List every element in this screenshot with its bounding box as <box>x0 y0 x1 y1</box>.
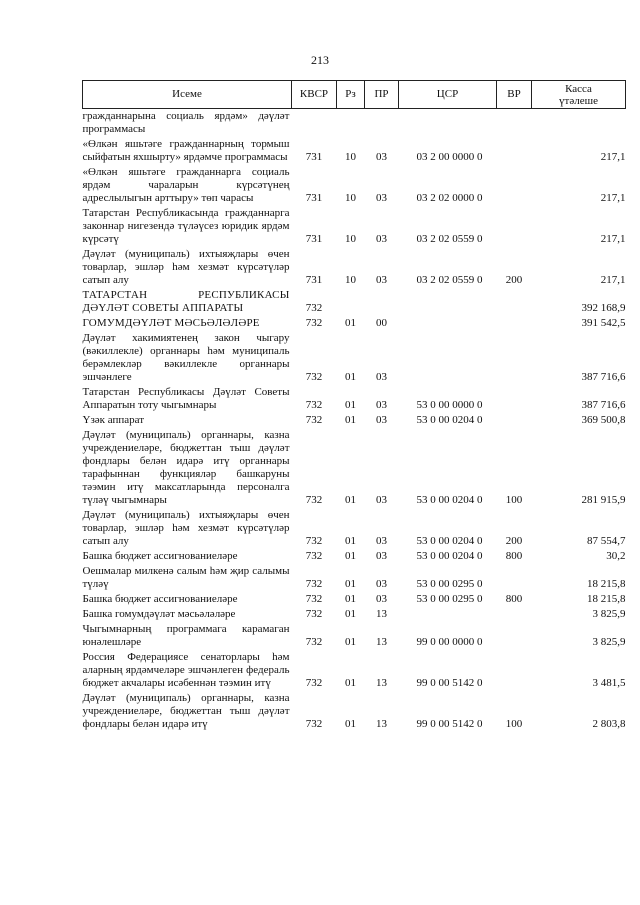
cell-kvsr <box>292 109 337 138</box>
cell-name: Башка бюджет ассигнованиеләре <box>82 550 238 562</box>
cell-csr <box>399 316 497 331</box>
cell-rz: 01 <box>345 593 356 605</box>
cell-pr: 13 <box>376 718 387 730</box>
header-kassa <box>532 81 626 109</box>
cell-csr: 03 2 00 0000 0 <box>416 151 483 163</box>
table-row <box>83 109 626 138</box>
cell-csr: 03 2 02 0559 0 <box>416 233 483 245</box>
cell-kvsr: 731 <box>305 274 323 286</box>
cell-pr: 13 <box>376 677 387 689</box>
table-row <box>83 316 626 331</box>
cell-rz: 01 <box>345 494 356 506</box>
cell-kassa: 387 716,6 <box>581 371 626 383</box>
cell-kassa: 391 542,5 <box>581 317 626 329</box>
cell-kassa: 30,2 <box>606 550 626 562</box>
cell-pr: 03 <box>376 371 387 383</box>
cell-pr <box>365 288 399 316</box>
cell-kassa <box>532 109 626 138</box>
cell-vr <box>497 137 532 165</box>
cell-vr <box>497 331 532 385</box>
cell-name: Татарстан Республикасында гражданнарга законнар нигезендә түләүсез юридик ярдәм күрсәтү <box>82 207 290 245</box>
cell-name: Чыгымнарның программага карамаган юнәлешләре <box>82 623 290 648</box>
cell-kvsr: 731 <box>305 192 323 204</box>
cell-name: Дәүләт (муниципаль) органнары, казна учреждениеләре, бюджеттан тыш дәүләт фондлары белән идарә итү <box>82 692 290 730</box>
table-row <box>83 650 626 691</box>
cell-csr: 03 2 02 0559 0 <box>416 274 483 286</box>
cell-csr <box>399 288 497 316</box>
cell-vr <box>497 109 532 138</box>
cell-vr <box>497 288 532 316</box>
table-row <box>83 607 626 622</box>
cell-kassa: 18 215,8 <box>587 593 626 605</box>
cell-rz: 01 <box>345 578 356 590</box>
cell-kvsr: 732 <box>305 636 323 648</box>
cell-rz <box>337 109 365 138</box>
header-vr: ВР <box>497 81 532 109</box>
cell-rz: 01 <box>345 399 356 411</box>
cell-pr: 03 <box>376 550 387 562</box>
cell-csr: 03 2 02 0000 0 <box>416 192 483 204</box>
header-csr: ЦСР <box>399 81 497 109</box>
cell-vr <box>497 650 532 691</box>
cell-kassa: 18 215,8 <box>587 578 626 590</box>
table-row <box>83 622 626 650</box>
table-header <box>83 81 626 109</box>
header-pr: ПР <box>365 81 399 109</box>
cell-csr: 99 0 00 0000 0 <box>416 636 483 648</box>
cell-kvsr: 732 <box>305 302 323 314</box>
cell-vr <box>497 316 532 331</box>
cell-kassa: 3 825,9 <box>592 608 626 620</box>
header-kassa-line1: Касса <box>565 82 592 95</box>
cell-pr: 13 <box>376 608 387 620</box>
cell-pr: 03 <box>376 233 387 245</box>
cell-pr: 03 <box>376 274 387 286</box>
cell-vr <box>497 413 532 428</box>
table-row <box>83 165 626 206</box>
cell-kassa: 281 915,9 <box>581 494 626 506</box>
cell-pr: 03 <box>376 535 387 547</box>
table-row <box>83 331 626 385</box>
cell-kassa: 392 168,9 <box>581 302 626 314</box>
cell-kvsr: 732 <box>305 677 323 689</box>
cell-vr: 800 <box>505 550 523 562</box>
cell-kvsr: 732 <box>305 317 323 329</box>
cell-csr: 53 0 00 0295 0 <box>416 578 483 590</box>
cell-kassa: 217,1 <box>600 233 626 245</box>
cell-csr <box>399 331 497 385</box>
cell-csr: 53 0 00 0204 0 <box>416 550 483 562</box>
cell-vr <box>497 564 532 592</box>
cell-name: Оешмалар милкенә салым һәм җир салымы түләү <box>82 565 290 590</box>
cell-kvsr: 732 <box>305 535 323 547</box>
cell-rz: 01 <box>345 636 356 648</box>
cell-csr: 53 0 00 0204 0 <box>416 414 483 426</box>
table-row <box>83 206 626 247</box>
cell-rz: 01 <box>345 371 356 383</box>
cell-name: Дәүләт (муниципаль) органнары, казна учреждениеләре, бюджеттан тыш дәүләт фондлары белән идарә итү органнары тарафыннан функцияләр башкаруны тәэмин итү максатларында персоналга түләү чыгымнары <box>82 429 290 506</box>
cell-pr: 03 <box>376 192 387 204</box>
cell-name: Үзәк аппарат <box>82 414 145 426</box>
table-row <box>83 592 626 607</box>
cell-vr: 100 <box>505 494 523 506</box>
table-row <box>83 247 626 288</box>
cell-csr: 53 0 00 0204 0 <box>416 535 483 547</box>
cell-kassa: 3 481,5 <box>592 677 626 689</box>
cell-rz: 01 <box>345 317 356 329</box>
cell-pr: 03 <box>376 593 387 605</box>
cell-csr: 53 0 00 0204 0 <box>416 494 483 506</box>
cell-name: Татарстан Республикасы Дәүләт Советы Аппаратын тоту чыгымнары <box>82 386 290 411</box>
cell-name: Дәүләт (муниципаль) ихтыяҗлары өчен товарлар, эшләр һәм хезмәт күрсәтүләр сатып алу <box>82 509 290 547</box>
budget-table <box>82 80 626 732</box>
cell-rz: 10 <box>345 274 356 286</box>
cell-pr: 13 <box>376 636 387 648</box>
cell-rz: 01 <box>345 608 356 620</box>
cell-kassa: 3 825,9 <box>592 636 626 648</box>
cell-rz: 10 <box>345 151 356 163</box>
cell-kvsr: 732 <box>305 550 323 562</box>
cell-csr <box>399 607 497 622</box>
cell-kassa: 217,1 <box>600 151 626 163</box>
cell-name: Дәүләт (муниципаль) ихтыяҗлары өчен товарлар, эшләр һәм хезмәт күрсәтүләр сатып алу <box>82 248 290 286</box>
cell-name: ГОМУМДӘҮЛӘТ МӘСЬӘЛӘЛӘРЕ <box>82 317 260 329</box>
cell-vr <box>497 206 532 247</box>
cell-name: Дәүләт хакимиятенең закон чыгару (вәкиллекле) органнары һәм муниципаль берәмлекләр вәкиллекле органнары эшчәнлеге <box>82 332 290 383</box>
cell-vr: 200 <box>505 274 523 286</box>
cell-csr: 99 0 00 5142 0 <box>416 718 483 730</box>
cell-csr: 53 0 00 0000 0 <box>416 399 483 411</box>
header-kvsr: КВСР <box>292 81 337 109</box>
cell-vr <box>497 622 532 650</box>
cell-kvsr: 731 <box>305 151 323 163</box>
cell-kvsr: 731 <box>305 233 323 245</box>
cell-name: «Өлкән яшьтәге гражданнарның тормыш сыйфатын яхшырту» ярдәмче программасы <box>82 138 290 163</box>
cell-name: ТАТАРСТАН РЕСПУБЛИКАСЫ ДӘҮЛӘТ СОВЕТЫ АППАРАТЫ <box>82 289 290 314</box>
page-number: 213 <box>311 53 329 67</box>
table-row <box>83 508 626 549</box>
cell-kassa: 2 803,8 <box>592 718 626 730</box>
table-body <box>83 109 626 733</box>
cell-pr: 03 <box>376 494 387 506</box>
cell-pr: 03 <box>376 151 387 163</box>
cell-name: Россия Федерациясе сенаторлары һәм аларның ярдәмчеләре эшчәнлеген федераль бюджет акчалары исәбеннән тәэмин итү <box>82 651 290 689</box>
cell-rz: 01 <box>345 414 356 426</box>
cell-name: Башка гомумдәүләт мәсьәләләре <box>82 608 236 620</box>
cell-kassa: 387 716,6 <box>581 399 626 411</box>
table-row <box>83 691 626 732</box>
cell-csr: 99 0 00 5142 0 <box>416 677 483 689</box>
cell-rz: 10 <box>345 192 356 204</box>
cell-kassa: 217,1 <box>600 274 626 286</box>
cell-kassa: 87 554,7 <box>587 535 626 547</box>
cell-vr: 200 <box>505 535 523 547</box>
cell-rz: 01 <box>345 535 356 547</box>
cell-kvsr: 732 <box>305 608 323 620</box>
cell-rz <box>337 288 365 316</box>
header-rz: Рз <box>337 81 365 109</box>
table-row <box>83 549 626 564</box>
table-row <box>83 413 626 428</box>
cell-rz: 01 <box>345 718 356 730</box>
cell-pr: 03 <box>376 578 387 590</box>
cell-kvsr: 732 <box>305 414 323 426</box>
table-row <box>83 428 626 508</box>
cell-kvsr: 732 <box>305 494 323 506</box>
cell-vr: 100 <box>505 718 523 730</box>
cell-vr <box>497 165 532 206</box>
cell-csr <box>399 109 497 138</box>
table-row <box>83 564 626 592</box>
table-row <box>83 137 626 165</box>
cell-csr: 53 0 00 0295 0 <box>416 593 483 605</box>
cell-kvsr: 732 <box>305 593 323 605</box>
cell-name: гражданнарына социаль ярдәм» дәүләт программасы <box>82 110 290 135</box>
cell-rz: 01 <box>345 677 356 689</box>
header-kassa-line2: үтәлеше <box>559 94 598 107</box>
cell-pr: 00 <box>376 317 387 329</box>
cell-name: Башка бюджет ассигнованиеләре <box>82 593 238 605</box>
cell-kvsr: 732 <box>305 399 323 411</box>
header-name: Исеме <box>83 81 292 109</box>
cell-vr <box>497 385 532 413</box>
cell-pr: 03 <box>376 414 387 426</box>
cell-kassa: 217,1 <box>600 192 626 204</box>
cell-rz: 01 <box>345 550 356 562</box>
cell-kvsr: 732 <box>305 371 323 383</box>
budget-table-container <box>82 80 625 732</box>
cell-rz: 10 <box>345 233 356 245</box>
table-row <box>83 385 626 413</box>
table-row <box>83 288 626 316</box>
cell-kvsr: 732 <box>305 718 323 730</box>
cell-kvsr: 732 <box>305 578 323 590</box>
cell-name: «Өлкән яшьтәге гражданнарга социаль ярдәм чараларын күрсәтүнең адреслылыгын арттыру» төп чарасы <box>82 166 290 204</box>
cell-vr <box>497 607 532 622</box>
cell-pr: 03 <box>376 399 387 411</box>
cell-pr <box>365 109 399 138</box>
cell-kassa: 369 500,8 <box>581 414 626 426</box>
cell-vr: 800 <box>505 593 523 605</box>
